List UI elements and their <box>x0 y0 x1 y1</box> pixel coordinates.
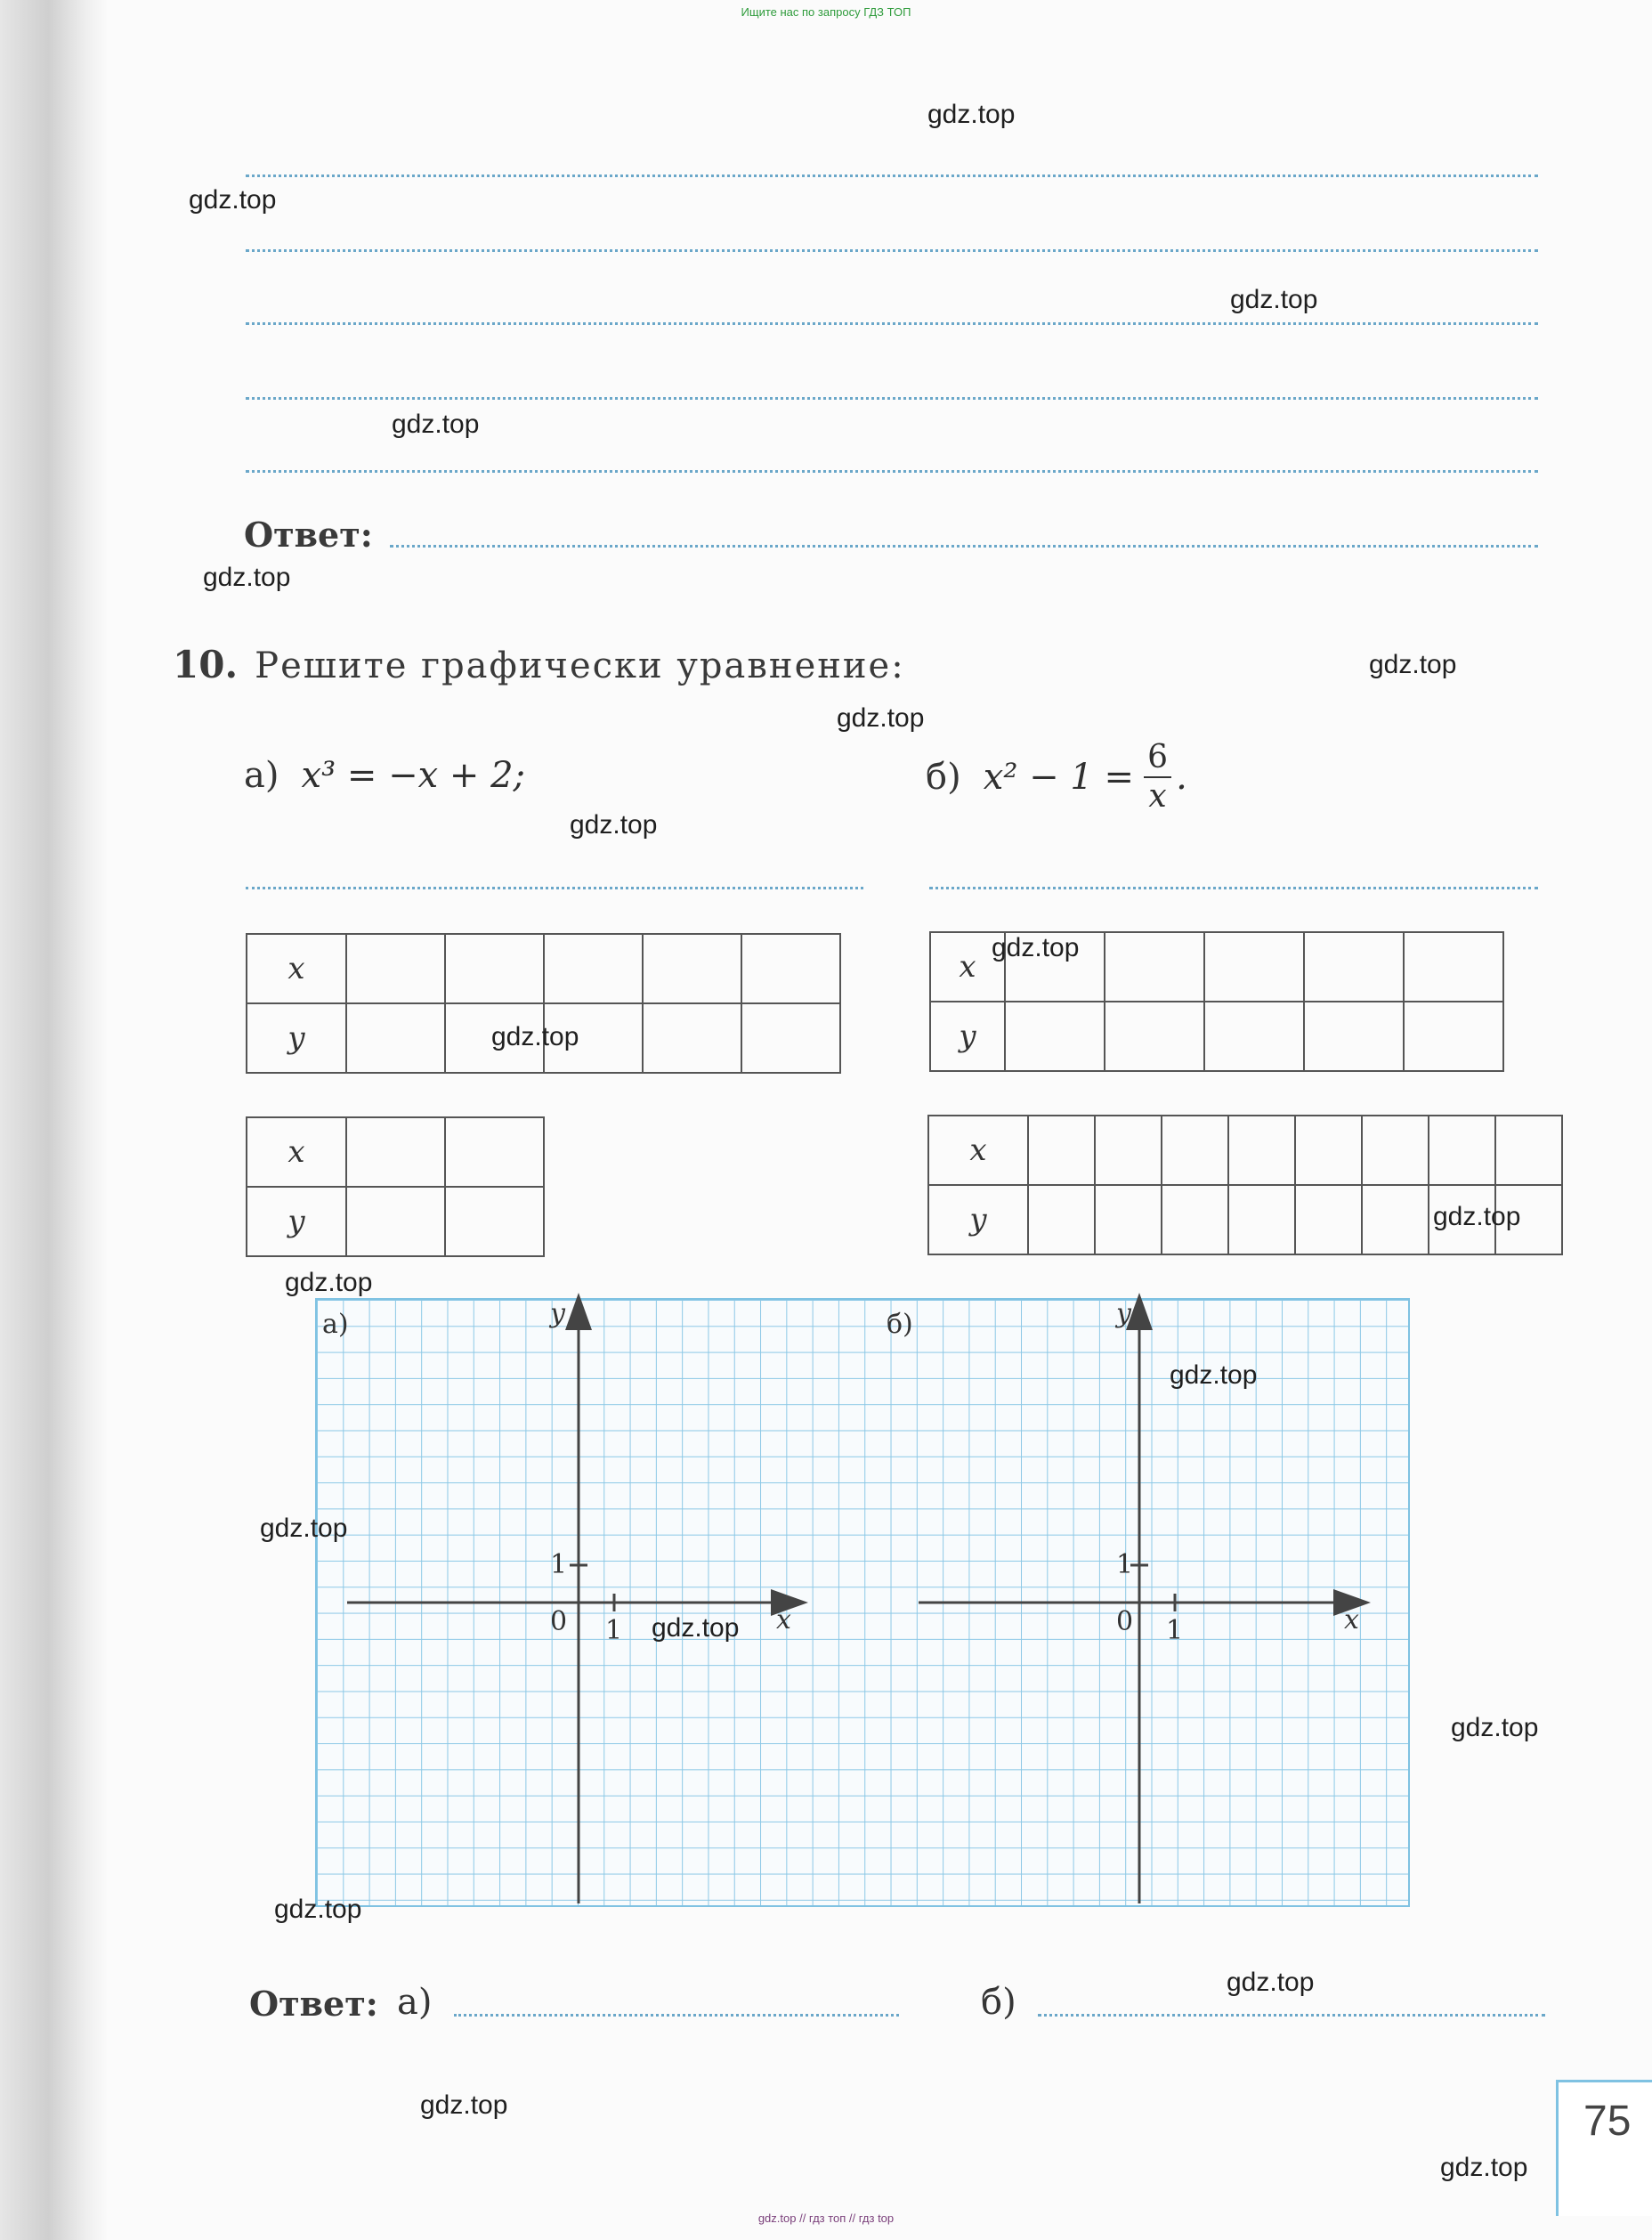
y-label: y <box>247 1003 346 1073</box>
task-title: Решите графически уравнение: <box>255 645 905 686</box>
answer-label-prev: Ответ: <box>244 515 373 555</box>
table-cell[interactable] <box>643 1003 741 1073</box>
table-cell[interactable] <box>346 1117 445 1187</box>
answer-line-prev <box>390 545 1538 548</box>
graph-a-origin: 0 <box>550 1606 568 1637</box>
equation-b-fraction <box>1144 739 1171 816</box>
watermark[interactable]: gdz.top <box>274 1895 362 1924</box>
graph-a-label: а) <box>322 1309 349 1340</box>
table-cell[interactable] <box>1162 1185 1228 1254</box>
watermark[interactable]: gdz.top <box>203 563 291 592</box>
page-number-box <box>1556 2080 1652 2216</box>
table-cell[interactable] <box>1162 1116 1228 1185</box>
table-cell[interactable] <box>1095 1185 1162 1254</box>
equation-a-label: а) <box>244 755 279 796</box>
table-cell[interactable] <box>1095 1116 1162 1185</box>
equation-b-left: x² − 1 = <box>983 757 1134 798</box>
y-label: y <box>930 1002 1005 1071</box>
watermark[interactable]: gdz.top <box>837 703 925 733</box>
graph-a-x-label: x <box>776 1604 791 1635</box>
graph-b-label: б) <box>887 1309 913 1340</box>
table-cell[interactable] <box>741 934 840 1003</box>
watermark[interactable]: gdz.top <box>260 1514 348 1543</box>
x-label: x <box>247 1117 346 1187</box>
writing-line <box>246 174 1538 177</box>
task-10-heading <box>173 643 905 686</box>
table-cell[interactable] <box>346 1187 445 1256</box>
table-cell[interactable] <box>1228 1116 1295 1185</box>
table-cell[interactable] <box>1028 1185 1095 1254</box>
table-cell[interactable] <box>1495 1116 1562 1185</box>
watermark[interactable]: gdz.top <box>1230 285 1318 314</box>
table-cell[interactable] <box>1429 1116 1495 1185</box>
x-label: x <box>930 932 1005 1002</box>
equation-b-end: . <box>1176 757 1187 798</box>
fraction-denominator: x <box>1148 778 1167 815</box>
table-cell[interactable] <box>1362 1116 1429 1185</box>
table-cell[interactable] <box>445 1187 544 1256</box>
working-line-a <box>246 887 863 889</box>
graph-b-y-label: y <box>1116 1298 1131 1329</box>
writing-line <box>246 397 1538 400</box>
table-cell[interactable] <box>445 1117 544 1187</box>
x-label: x <box>247 934 346 1003</box>
value-table-b2 <box>927 1115 1563 1255</box>
watermark[interactable]: gdz.top <box>285 1268 373 1297</box>
table-cell[interactable] <box>1404 932 1503 1002</box>
page-number: 75 <box>1583 2098 1632 2145</box>
watermark[interactable]: gdz.top <box>1451 1713 1539 1742</box>
graph-b-origin: 0 <box>1116 1606 1134 1637</box>
value-table-a2 <box>246 1116 545 1257</box>
table-cell[interactable] <box>445 934 544 1003</box>
table-cell[interactable] <box>1362 1185 1429 1254</box>
graph-b-x-label: x <box>1344 1604 1359 1635</box>
table-cell[interactable] <box>1295 1185 1362 1254</box>
table-cell[interactable] <box>1028 1116 1095 1185</box>
table-cell[interactable] <box>1228 1185 1295 1254</box>
footer-links[interactable]: gdz.top // гдз топ // гдз top <box>757 2212 895 2225</box>
table-cell[interactable] <box>544 934 643 1003</box>
equation-a <box>244 755 525 796</box>
book-spine-shadow <box>0 0 107 2240</box>
equation-b <box>926 739 1187 819</box>
x-label: x <box>928 1116 1028 1185</box>
final-answer-a-line[interactable] <box>454 2014 899 2017</box>
y-label: y <box>928 1185 1028 1254</box>
watermark[interactable]: gdz.top <box>392 410 480 439</box>
watermark[interactable]: gdz.top <box>420 2090 508 2120</box>
table-cell[interactable] <box>643 934 741 1003</box>
watermark[interactable]: gdz.top <box>652 1613 740 1643</box>
graph-a-y-label: y <box>550 1298 565 1329</box>
watermark[interactable]: gdz.top <box>1369 650 1457 679</box>
final-answer-b-line[interactable] <box>1038 2014 1545 2017</box>
task-number: 10. <box>173 643 239 686</box>
table-cell[interactable] <box>1005 1002 1105 1071</box>
final-answer-label: Ответ: <box>249 1984 378 2024</box>
table-cell[interactable] <box>1304 1002 1404 1071</box>
table-cell[interactable] <box>346 1003 445 1073</box>
graph-a-unit-y: 1 <box>550 1549 568 1580</box>
table-cell[interactable] <box>1404 1002 1503 1071</box>
table-cell[interactable] <box>1105 1002 1204 1071</box>
writing-line <box>246 322 1538 325</box>
equation-b-label: б) <box>926 757 961 798</box>
watermark[interactable]: gdz.top <box>570 810 658 840</box>
watermark[interactable]: gdz.top <box>992 933 1080 962</box>
watermark[interactable]: gdz.top <box>189 185 277 215</box>
value-table-a1 <box>246 933 841 1074</box>
top-search-note[interactable]: Ищите нас по запросу ГДЗ ТОП <box>741 5 911 19</box>
watermark[interactable]: gdz.top <box>927 100 1016 129</box>
working-line-b <box>929 887 1538 889</box>
equation-a-text: x³ = −x + 2; <box>301 755 526 796</box>
watermark[interactable]: gdz.top <box>1433 1202 1521 1231</box>
y-label: y <box>247 1187 346 1256</box>
graph-a-unit-x: 1 <box>605 1615 623 1646</box>
table-cell[interactable] <box>1304 932 1404 1002</box>
table-cell[interactable] <box>346 934 445 1003</box>
graph-b-unit-x: 1 <box>1166 1615 1184 1646</box>
watermark[interactable]: gdz.top <box>1170 1360 1258 1390</box>
graph-b-unit-y: 1 <box>1116 1549 1134 1580</box>
table-cell[interactable] <box>1204 1002 1304 1071</box>
watermark[interactable]: gdz.top <box>1227 1968 1315 1997</box>
table-cell[interactable] <box>1105 932 1204 1002</box>
watermark[interactable]: gdz.top <box>491 1022 579 1051</box>
watermark[interactable]: gdz.top <box>1440 2153 1528 2182</box>
fraction-numerator: 6 <box>1144 739 1171 778</box>
table-cell[interactable] <box>741 1003 840 1073</box>
table-cell[interactable] <box>1204 932 1304 1002</box>
final-answer-a-label: а) <box>397 1982 433 2023</box>
table-cell[interactable] <box>1295 1116 1362 1185</box>
writing-line <box>246 470 1538 473</box>
writing-line <box>246 249 1538 252</box>
final-answer-b-label: б) <box>981 1982 1016 2023</box>
